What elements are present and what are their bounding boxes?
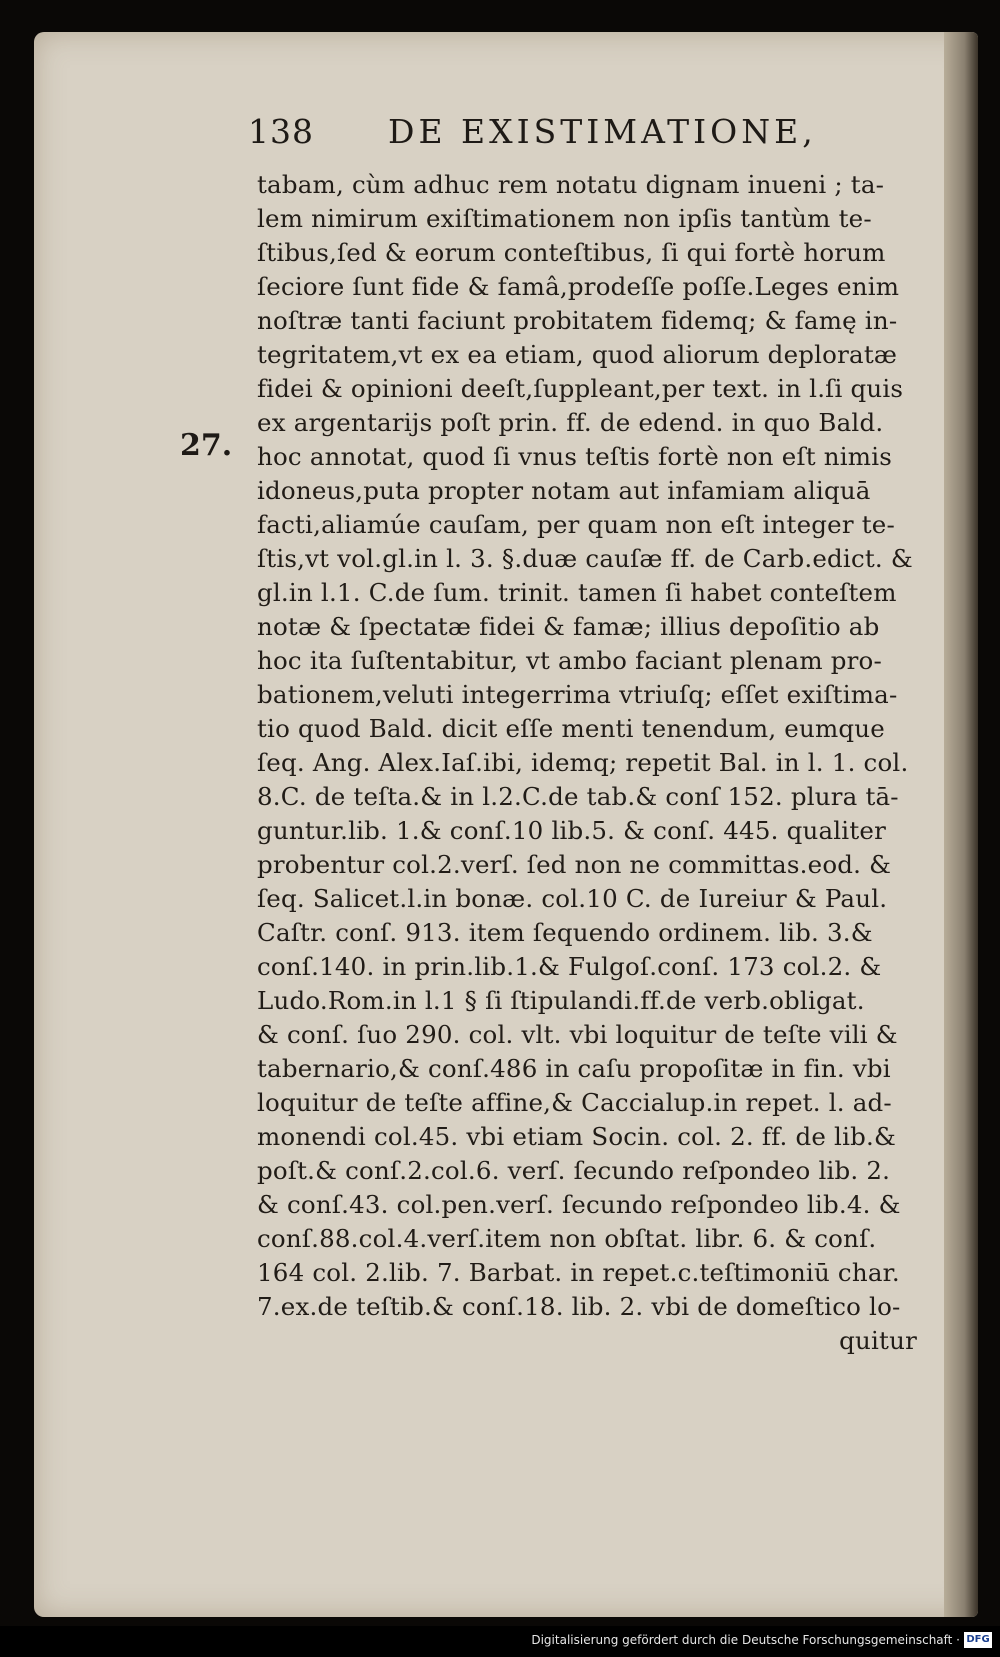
footer-bar xyxy=(0,1626,1000,1657)
text-line: 7.ex.de teſtib.& conſ.18. lib. 2. vbi de domeſtico lo- xyxy=(257,1292,901,1321)
text-line: guntur.lib. 1.& conſ.10 lib.5. & conſ. 445. qualiter xyxy=(257,816,886,845)
text-line: gl.in l.1. C.de ſum. trinit. tamen ſi habet conteſtem xyxy=(257,578,897,607)
text-line: tabam, cùm adhuc rem notatu dignam inueni ; ta- xyxy=(257,170,885,199)
page-header xyxy=(248,112,928,160)
text-line: tio quod Bald. dicit eſſe menti tenendum, eumque xyxy=(257,714,885,743)
text-line: ſeq. Ang. Alex.Iaſ.ibi, idemq; repetit Bal. in l. 1. col. xyxy=(257,748,909,777)
text-line: ſeq. Salicet.l.in bonæ. col.10 C. de Iureiur & Paul. xyxy=(257,884,888,913)
text-line: hoc annotat, quod ſi vnus teſtis fortè non eſt nimis xyxy=(257,442,893,471)
text-line: conſ.140. in prin.lib.1.& Fulgoſ.conſ. 173 col.2. & xyxy=(257,952,882,981)
text-line: lem nimirum exiſtimationem non ipſis tantùm te- xyxy=(257,204,872,233)
funding-credit: Digitalisierung gefördert durch die Deutsche Forschungsgemeinschaft · xyxy=(531,1633,960,1647)
text-line: facti,aliamúe cauſam, per quam non eſt integer te- xyxy=(257,510,895,539)
text-line: tabernario,& conſ.486 in caſu propoſitæ in fin. vbi xyxy=(257,1054,891,1083)
text-line: notæ & ſpectatæ fidei & famæ; illius depoſitio ab xyxy=(257,612,880,641)
text-line: & conſ. ſuo 290. col. vlt. vbi loquitur de teſte vili & xyxy=(257,1020,898,1049)
body-text xyxy=(257,168,925,1358)
text-line: ex argentarijs poſt prin. ff. de edend. in quo Bald. xyxy=(257,408,884,437)
text-line: noſtræ tanti faciunt probitatem fidemq; & famę in- xyxy=(257,306,898,335)
text-line: fidei & opinioni deeſt,ſuppleant,per text. in l.ſi quis xyxy=(257,374,904,403)
dfg-logo: DFG xyxy=(964,1632,992,1648)
text-line: conſ.88.col.4.verſ.item non obſtat. libr. 6. & conſ. xyxy=(257,1224,877,1253)
text-line: poſt.& conſ.2.col.6. verſ. ſecundo reſpondeo lib. 2. xyxy=(257,1156,891,1185)
text-line: idoneus,puta propter notam aut infamiam aliquā xyxy=(257,476,871,505)
text-line: 8.C. de teſta.& in l.2.C.de tab.& conſ 152. plura tā- xyxy=(257,782,899,811)
text-line: monendi col.45. vbi etiam Socin. col. 2. ff. de lib.& xyxy=(257,1122,896,1151)
text-line: Ludo.Rom.in l.1 § ſi ſtipulandi.ff.de verb.obligat. xyxy=(257,986,865,1015)
running-head: DE EXISTIMATIONE, xyxy=(388,112,817,151)
text-line: probentur col.2.verſ. ſed non ne committas.eod. & xyxy=(257,850,892,879)
text-line: tegritatem,vt ex ea etiam, quod aliorum deploratæ xyxy=(257,340,898,369)
text-line: ſtibus,ſed & eorum conteſtibus, ſi qui fortè horum xyxy=(257,238,886,267)
margin-note-number: 27. xyxy=(180,428,233,463)
text-line: hoc ita ſuſtentabitur, vt ambo faciant plenam pro- xyxy=(257,646,882,675)
text-line: ſeciore ſunt fide & famâ,prodeſſe poſſe.Leges enim xyxy=(257,272,900,301)
page-number: 138 xyxy=(248,112,314,151)
text-line: loquitur de teſte affine,& Caccialup.in repet. l. ad- xyxy=(257,1088,892,1117)
text-line: Caſtr. conſ. 913. item ſequendo ordinem. lib. 3.& xyxy=(257,918,873,947)
page-edge xyxy=(944,32,978,1617)
text-line: 164 col. 2.lib. 7. Barbat. in repet.c.teſtimoniū char. xyxy=(257,1258,900,1287)
catchword: quitur xyxy=(839,1326,917,1355)
text-line: bationem,veluti integerrima vtriuſq; eſſet exiſtima- xyxy=(257,680,898,709)
text-line: & conſ.43. col.pen.verſ. ſecundo reſpondeo lib.4. & xyxy=(257,1190,901,1219)
text-line: ſtis,vt vol.gl.in l. 3. §.duæ cauſæ ff. de Carb.edict. & xyxy=(257,544,913,573)
